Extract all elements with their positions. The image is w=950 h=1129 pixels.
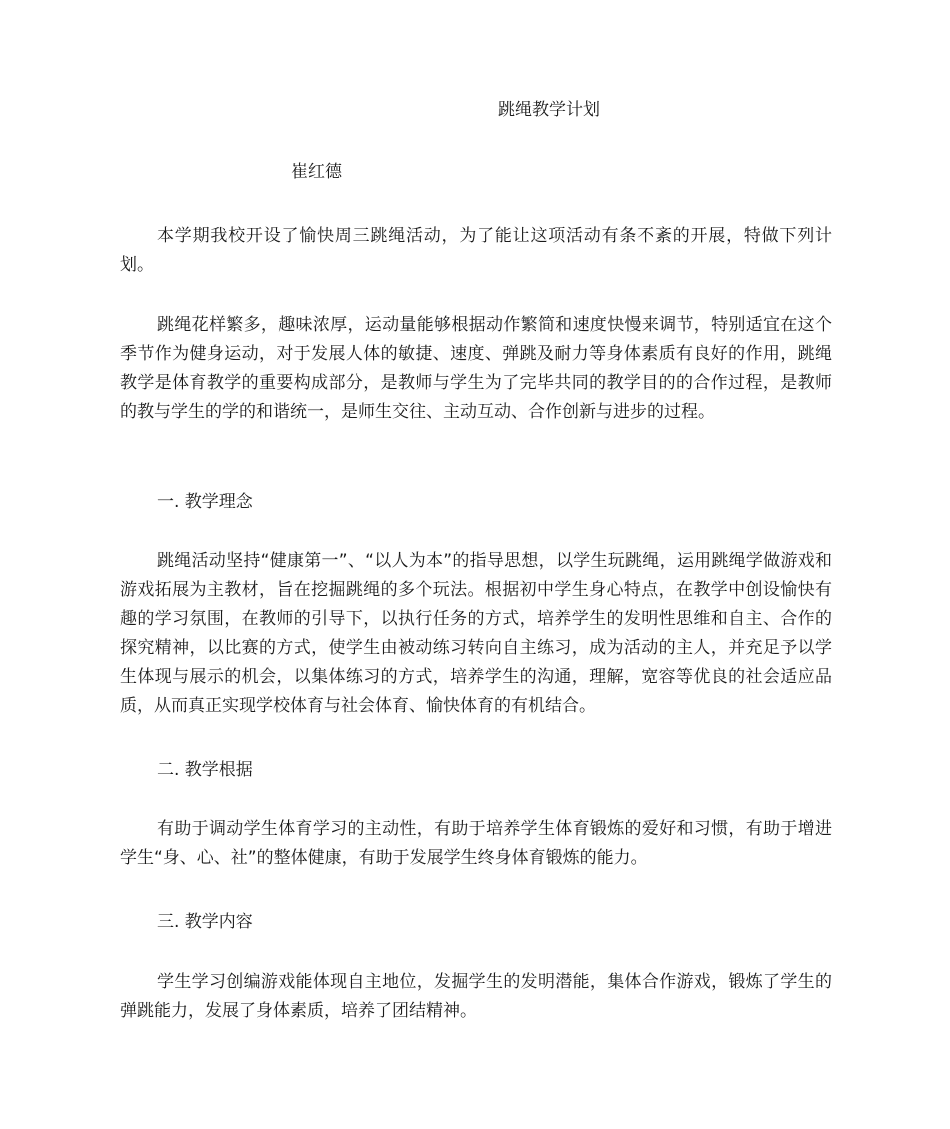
document-title: 跳绳教学计划 — [498, 100, 600, 120]
section-heading: 一. 教学理念 — [157, 492, 253, 512]
section-paragraph: 学生学习创编游戏能体现自主地位，发掘学生的发明潜能，集体合作游戏，锻炼了学生的弹跳能力，发展了身体素质，培养了团结精神。 — [120, 972, 832, 1021]
section-heading: 二. 教学根据 — [157, 760, 253, 780]
section-heading: 三. 教学内容 — [157, 912, 253, 932]
document-author: 崔红德 — [291, 162, 342, 182]
section-paragraph: 跳绳活动坚持“健康第一”、“以人为本”的指导思想，以学生玩跳绳，运用跳绳学做游戏和游戏拓展为主教材，旨在挖掘跳绳的多个玩法。根据初中学生身心特点，在教学中创设愉快有趣的学习氛围，在教师的引导下，以执行任务的方式，培养学生的发明性思维和自主、合作的探究精神，以比赛的方式，使学生由被动练习转向自主练习，成为活动的主人，并充足予以学生体现与展示的机会，以集体练习的方式，培养学生的沟通，理解，宽容等优良的社会适应品质，从而真正实现学校体育与社会体育、愉快体育的有机结合。 — [120, 551, 832, 716]
intro-paragraph: 本学期我校开设了愉快周三跳绳活动，为了能让这项活动有条不紊的开展，特做下列计划。 — [120, 226, 832, 275]
intro-paragraph: 跳绳花样繁多，趣味浓厚，运动量能够根据动作繁简和速度快慢来调节，特别适宜在这个季节作为健身运动，对于发展人体的敏捷、速度、弹跳及耐力等身体素质有良好的作用，跳绳教学是体育教学的重要构成部分，是教师与学生为了完毕共同的教学目的的合作过程，是教师的教与学生的学的和谐统一，是师生交往、主动互动、合作创新与进步的过程。 — [120, 315, 832, 422]
section-paragraph: 有助于调动学生体育学习的主动性，有助于培养学生体育锻炼的爱好和习惯，有助于增进学生“身、心、社”的整体健康，有助于发展学生终身体育锻炼的能力。 — [120, 819, 832, 868]
